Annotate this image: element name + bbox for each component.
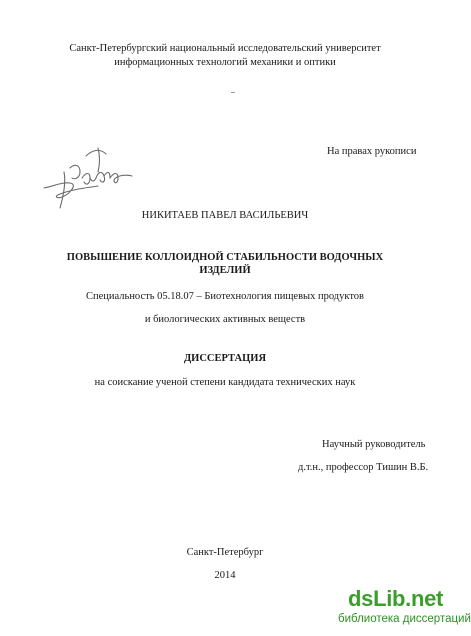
specialty-line1: Специальность 05.18.07 – Биотехнология пищевых продуктов: [86, 291, 364, 302]
logo-dot: .: [405, 586, 411, 611]
dissertation-title-line2: ИЗДЕЛИЙ: [199, 265, 251, 276]
supervisor-name: д.т.н., профессор Тишин В.Б.: [298, 462, 429, 473]
dissertation-title-line1: ПОВЫШЕНИЕ КОЛЛОИДНОЙ СТАБИЛЬНОСТИ ВОДОЧНЫХ: [66, 252, 384, 263]
dslib-logo: [348, 586, 443, 612]
city: Санкт-Петербург: [186, 547, 264, 558]
logo-net: net: [410, 586, 444, 611]
author-name: НИКИТАЕВ ПАВЕЛ ВАСИЛЬЕВИЧ: [141, 210, 309, 221]
university-name-line2: информационных технологий механики и оптики: [114, 57, 336, 68]
degree-statement: на соискание ученой степени кандидата технических наук: [94, 377, 356, 388]
logo-lib: Lib: [373, 586, 406, 611]
watermark-subtitle: библиотека диссертаций: [338, 613, 471, 625]
year: 2014: [214, 570, 236, 581]
document-type: ДИССЕРТАЦИЯ: [183, 353, 267, 364]
scan-mark: [231, 92, 235, 93]
dslib-watermark: [330, 586, 471, 630]
university-name-line1: Санкт-Петербургский национальный исследовательский университет: [69, 43, 381, 54]
specialty-line2: и биологических активных веществ: [144, 314, 306, 325]
handwritten-signature: [40, 142, 136, 216]
logo-ds: ds: [348, 586, 374, 611]
manuscript-note: На правах рукописи: [327, 146, 417, 157]
supervisor-label: Научный руководитель: [322, 439, 426, 450]
